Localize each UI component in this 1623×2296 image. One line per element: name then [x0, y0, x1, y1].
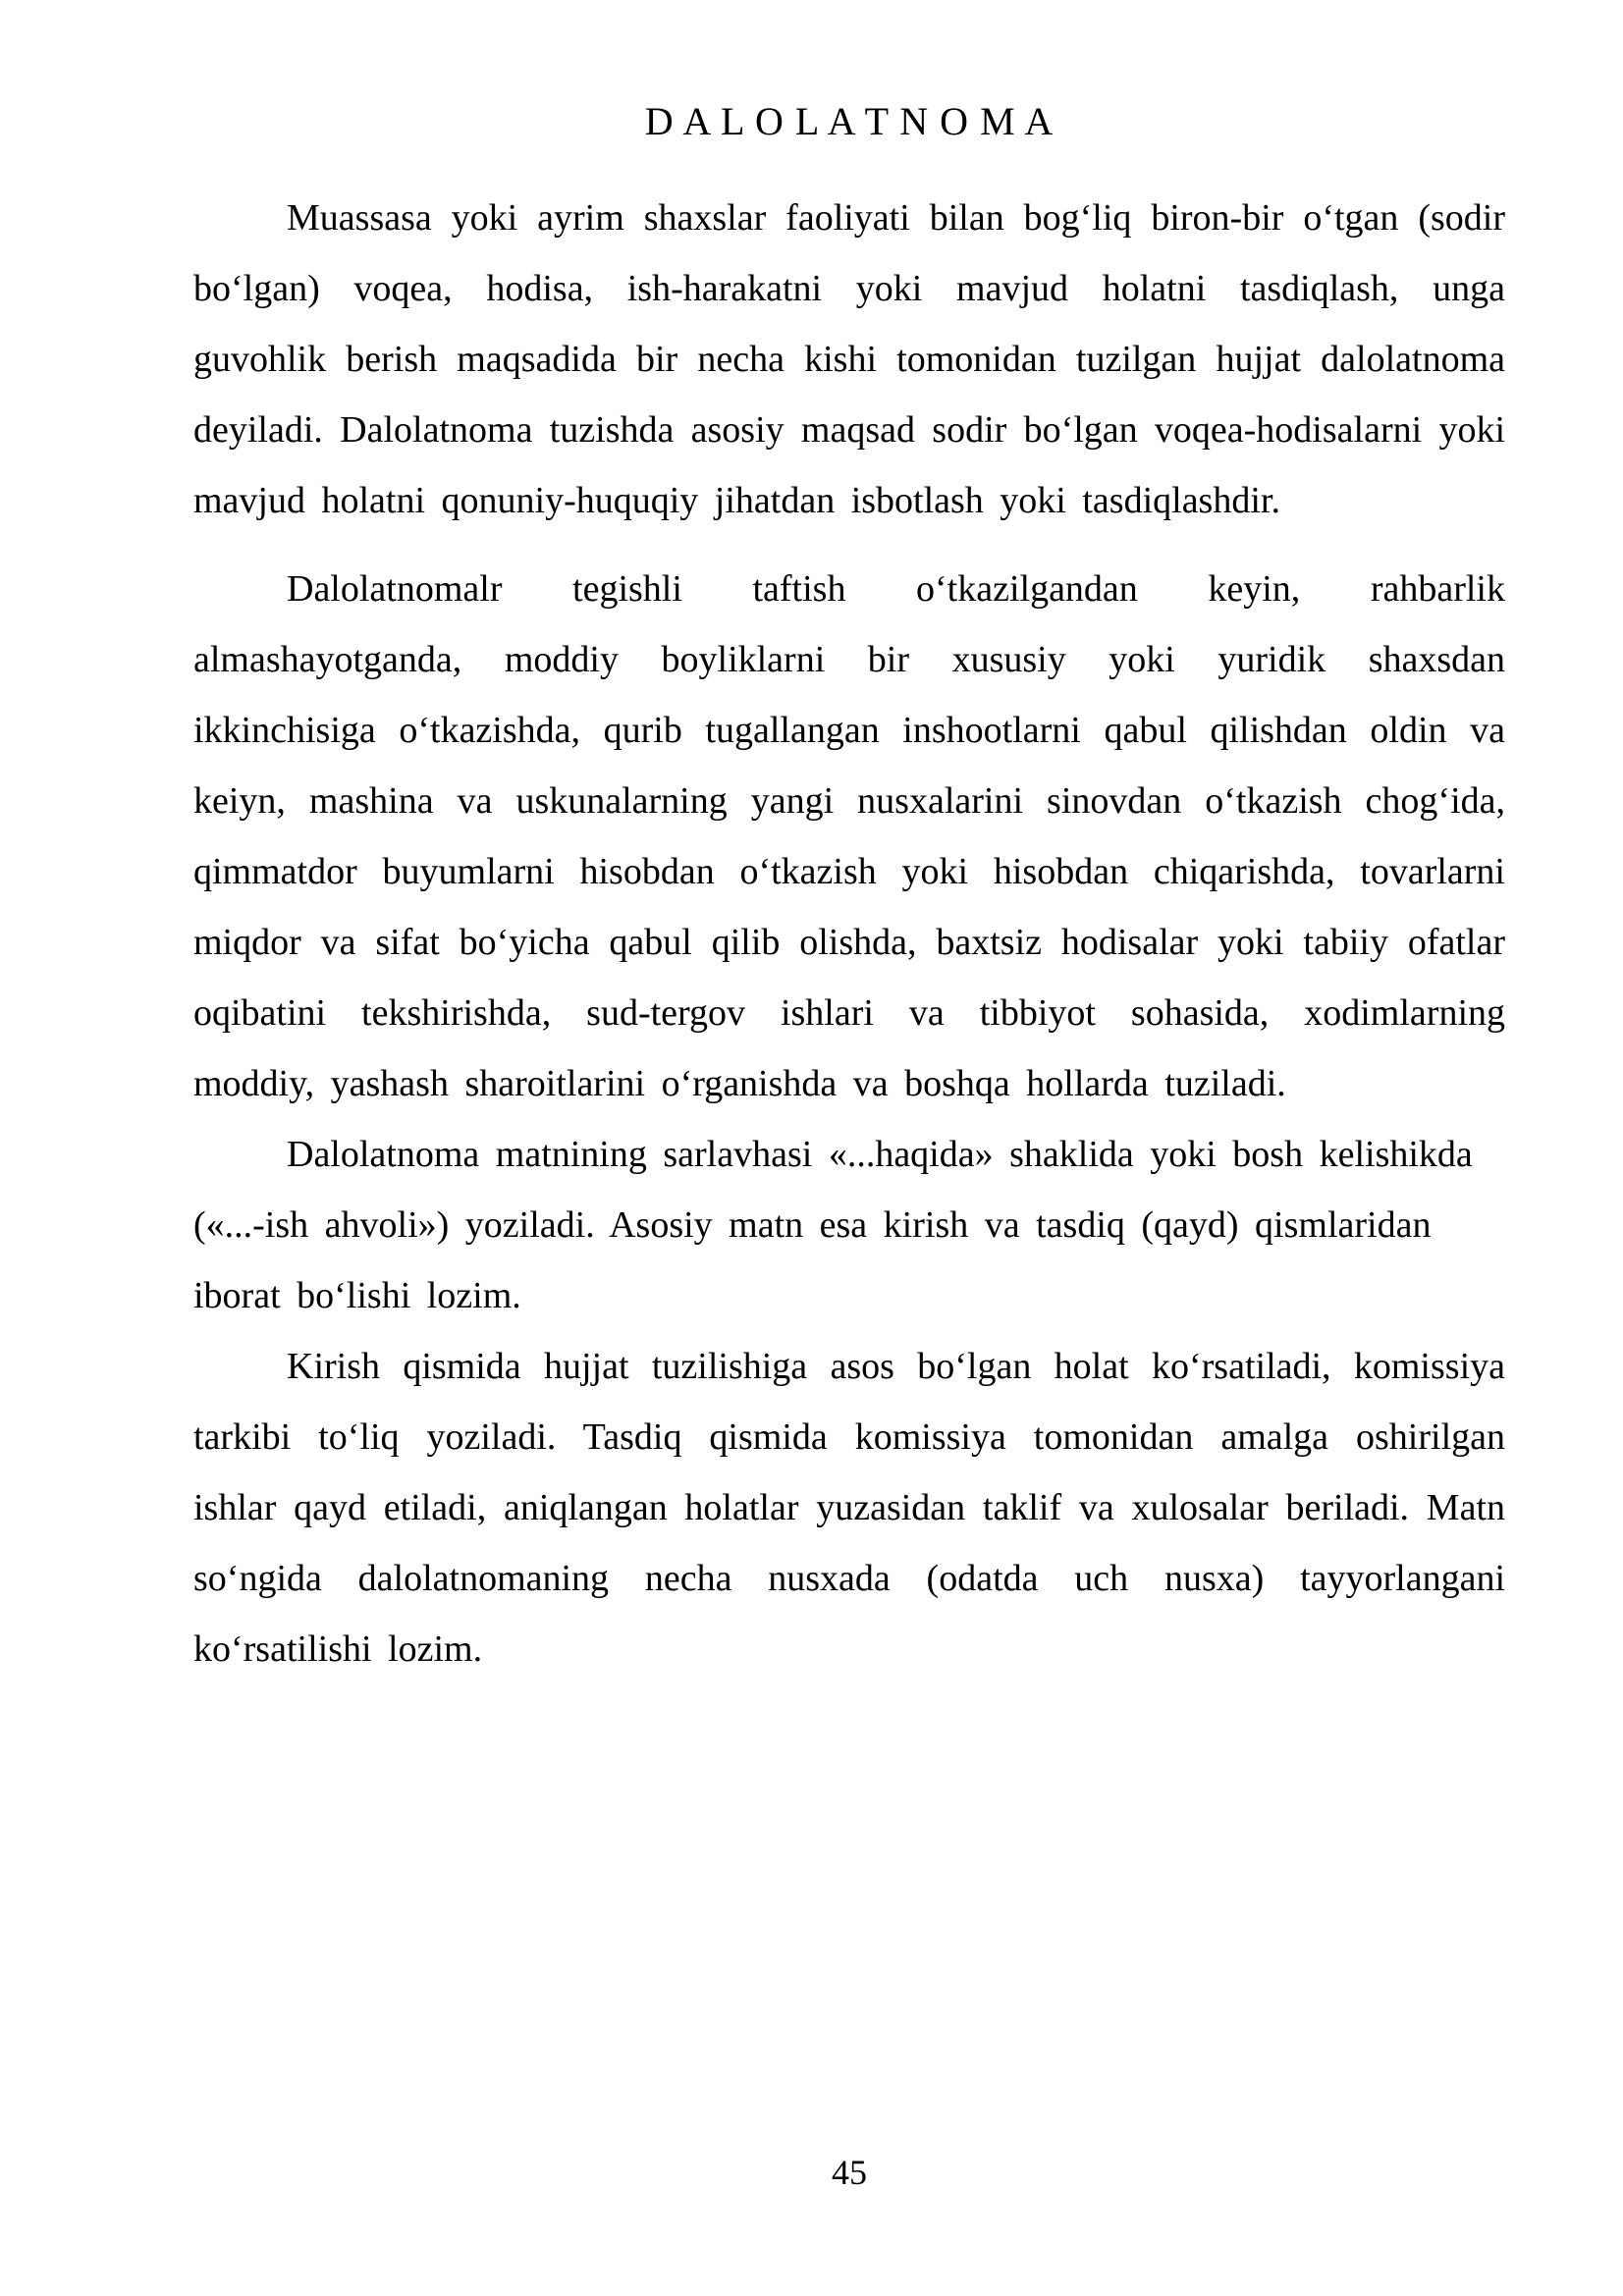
- paragraph-heading-rules: Dalolatnoma matnining sarlavhasi «...haqida» shaklida yoki bosh kelishikda («...-ish ahvoli») yoziladi. Asosiy matn esa kirish va tasdiq (qayd) qismlaridan iborat bo‘lishi lozim.: [193, 1134, 1473, 1316]
- paragraph-structure-rules: Kirish qismida hujjat tuzilishiga asos bo‘lgan holat ko‘rsatiladi, komissiya tarkibi to‘liq yoziladi. Tasdiq qismida komissiya tomonidan amalga oshirilgan ishlar qayd etiladi, aniqlangan holatlar yuzasidan taklif va xulosalar beriladi. Matn so‘ngida dalolatnomaning necha nusxada (odatda uch nusxa) tayyorlangani ko‘rsatilishi lozim.: [193, 1346, 1505, 1670]
- paragraph-definition: Muassasa yoki ayrim shaxslar faoliyati bilan bog‘liq biron-bir o‘tgan (sodir bo‘lgan) voqea, hodisa, ish-harakatni yoki mavjud holatni tasdiqlash, unga guvohlik berish maqsadida bir necha kishi tomonidan tuzilgan hujjat dalolatnoma deyiladi. Dalolatnoma tuzishda asosiy maqsad sodir bo‘lgan voqea-hodisalarni yoki mavjud holatni qonuniy-huquqiy jihatdan isbotlash yoki tasdiqlashdir.: [193, 197, 1505, 521]
- page-title: D A L O L A T N O M A: [644, 99, 1055, 143]
- page-number: 45: [832, 2153, 867, 2192]
- paragraph-usage-cases: Dalolatnomalr tegishli taftish o‘tkazilgandan keyin, rahbarlik almashayotganda, moddiy boyliklarni bir xususiy yoki yuridik shaxsdan ikkinchisiga o‘tkazishda, qurib tugallangan inshootlarni qabul qilishdan oldin va keiyn, mashina va uskunalarning yangi nusxalarini sinovdan o‘tkazish chog‘ida, qimmatdor buyumlarni hisobdan o‘tkazish yoki hisobdan chiqarishda, tovarlarni miqdor va sifat bo‘yicha qabul qilib olishda, baxtsiz hodisalar yoki tabiiy ofatlar oqibatini tekshirishda, sud-tergov ishlari va tibbiyot sohasida, xodimlarning moddiy, yashash sharoitlarini o‘rganishda va boshqa hollarda tuziladi.: [193, 568, 1505, 1104]
